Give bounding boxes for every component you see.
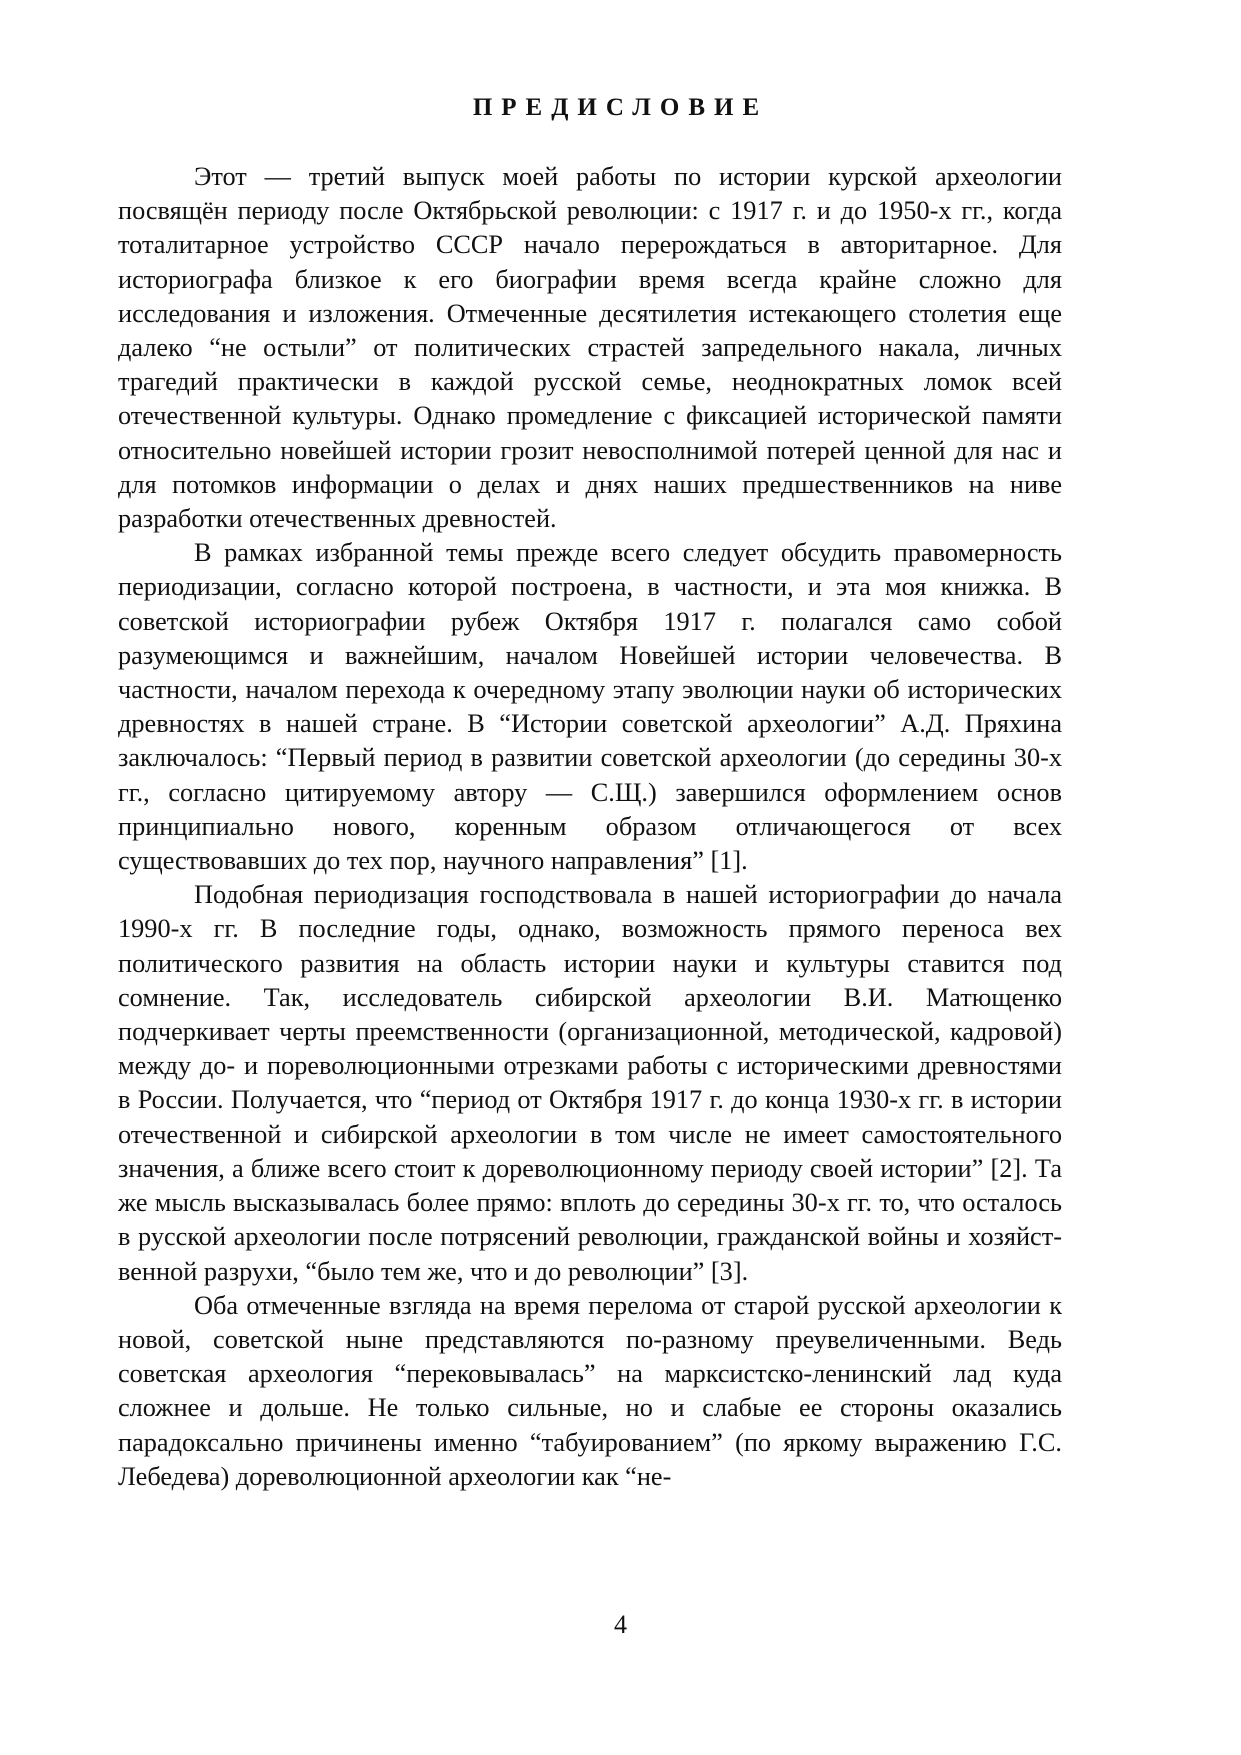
paragraph: Этот — третий выпуск моей работы по истории курской археологии посвящён периоду после Октябрьской революции: с 1917 г. и до 1950-х гг., когда тоталитарное устройство СССР начало перерождаться в авторитарное. Для историографа близкое к его биографии время всегда крайне сложно для исследования и изложения. Отмеченные десятилетия истекающего столетия еще далеко “не остыли” от политических страстей запредельного накала, личных трагедий практически в каждой русской семье, неоднократных ломок всей отечественной культуры. Однако промедление с фиксацией исторической памяти относительно новейшей истории грозит невосполнимой потерей ценной для нас и для потомков информации о делах и днях наших предшественников на ниве разработки отечественных древностей. <box>118 162 1062 534</box>
paragraph: Подобная периодизация господствовала в нашей историографии до начала 1990-х гг. В последние годы, однако, возможность прямого переноса вех политического развития на область истории науки и культуры ставится под сомнение. Так, исследователь сибирской археологии В.И. Матющенко подчеркивает черты преемственности (организационной, методической, кадровой) между до- и пореволюционными отрезками работы с историческими древностями в России. Получается, что “период от Октября 1917 г. до конца 1930-х гг. в истории отечественной и сибирской археологии в том числе не имеет самостоятельного значения, а ближе всего стоит к дореволюционному периоду своей истории” [2]. Та же мысль высказывалась более прямо: вплоть до середины 30-х гг. то, что осталось в русской археологии после потрясений революции, гражданской войны и хозяйственной разрухи, “было тем же, что и до революции” [3]. <box>118 880 1062 1286</box>
page-title: ПРЕДИСЛОВИЕ <box>472 94 769 121</box>
paragraph: В рамках избранной темы прежде всего следует обсудить правомерность периодизации, согласно которой построена, в частности, и эта моя книжка. В советской историографии рубеж Октября 1917 г. полагался само собой разумеющимся и важнейшим, началом Новейшей истории человечества. В частности, началом перехода к очередному этапу эволюции науки об исторических древностях в нашей стране. В “Истории советской археологии” А.Д. Пряхина заключалось: “Первый период в развитии советской археологии (до середины 30-х гг., согласно цитируемому автору — С.Щ.) завершился оформлением основ принципиально нового, коренным образом отличающегося от всех существовавших до тех пор, научного направления” [1]. <box>118 538 1062 876</box>
page-number: 4 <box>614 1610 627 1639</box>
body-text <box>118 160 1062 1494</box>
paragraph: Оба отмеченные взгляда на время перелома от старой русской археологии к новой, советской ныне представляются по-разному преувеличенными. Ведь советская археология “перековывалась” на марксистско-ленинский лад куда сложнее и дольше. Не только сильные, но и слабые ее стороны оказались парадоксально причинены именно “табуированием” (по яркому выражению Г.С. Лебедева) дореволюционной археологии как “не- <box>118 1290 1062 1491</box>
